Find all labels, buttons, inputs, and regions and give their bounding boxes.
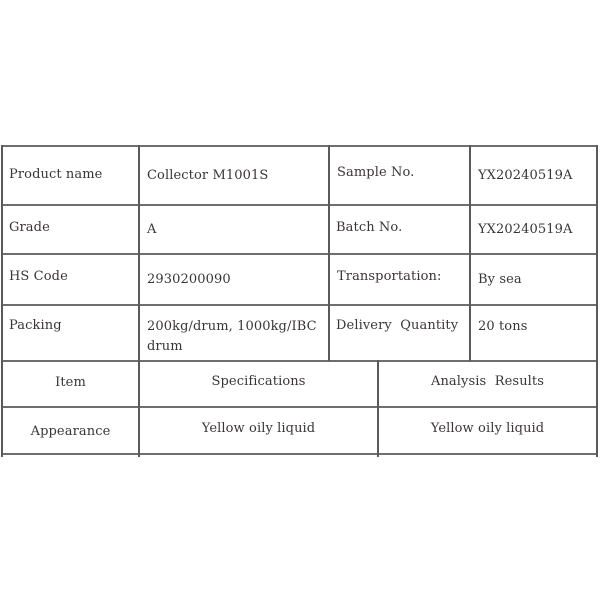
- table-border-top: [1, 145, 598, 147]
- header-item: Item: [55, 375, 86, 390]
- column-divider: [328, 145, 330, 361]
- header-analysis-results: Analysis Results: [430, 374, 545, 389]
- row-divider: [1, 304, 598, 306]
- header-specifications: Specifications: [211, 374, 306, 389]
- row-divider: [1, 406, 598, 408]
- label-hs-code: HS Code: [9, 269, 68, 284]
- row-divider: [1, 204, 598, 206]
- value-hs-code: 2930200090: [147, 272, 231, 287]
- label-product-name: Product name: [9, 167, 103, 182]
- value-grade: A: [147, 222, 157, 237]
- table-border-right: [596, 145, 598, 457]
- item-appearance: Appearance: [30, 424, 111, 439]
- value-packing: 200kg/drum, 1000kg/IBC drum: [147, 319, 317, 354]
- label-delivery-quantity: Delivery Quantity: [336, 318, 459, 333]
- label-sample-no: Sample No.: [337, 165, 415, 180]
- value-batch-no: YX20240519A: [478, 222, 573, 237]
- table-border-bottom: [1, 453, 598, 455]
- label-batch-no: Batch No.: [336, 220, 403, 235]
- value-delivery-quantity: 20 tons: [478, 319, 528, 334]
- row-divider: [1, 360, 598, 362]
- column-divider: [138, 145, 140, 457]
- value-product-name: Collector M1001S: [147, 168, 269, 183]
- value-sample-no: YX20240519A: [478, 168, 573, 183]
- label-transportation: Transportation:: [337, 269, 442, 284]
- table-border-left: [1, 145, 3, 457]
- value-transportation: By sea: [478, 272, 522, 287]
- spec-appearance: Yellow oily liquid: [201, 421, 316, 436]
- result-appearance: Yellow oily liquid: [430, 421, 545, 436]
- label-grade: Grade: [9, 220, 50, 235]
- label-packing: Packing: [9, 318, 62, 333]
- row-divider: [1, 253, 598, 255]
- column-divider: [469, 145, 471, 361]
